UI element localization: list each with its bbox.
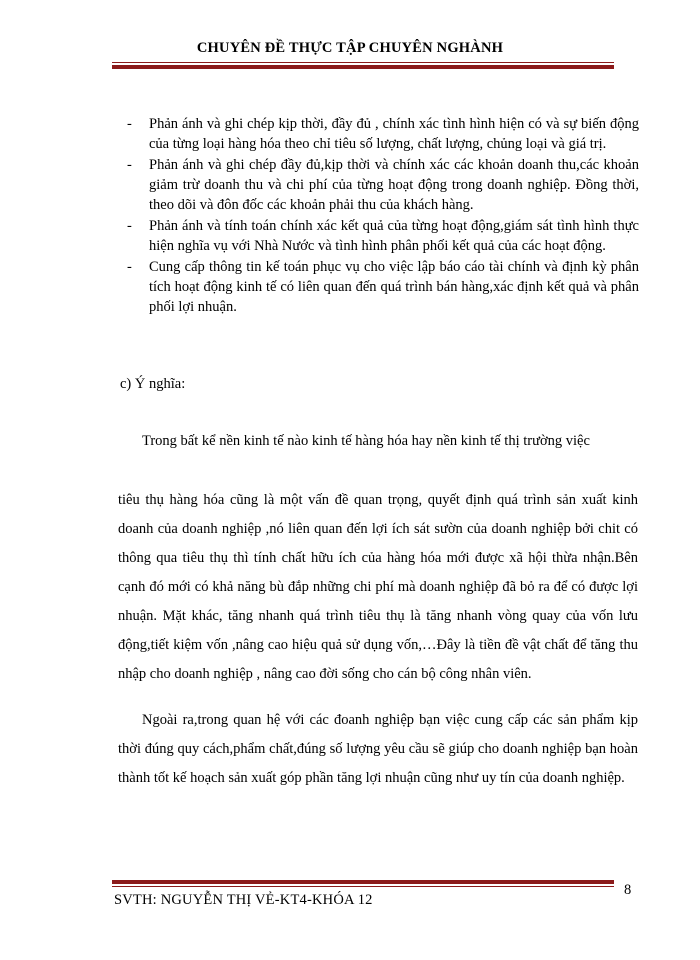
bullet-text: Phản ánh và tính toán chính xác kết quả của từng hoạt động,giám sát tình hình thực hiện nghĩa vụ với Nhà Nước và tình hình phân phối kết quả của các hoạt động. xyxy=(149,218,639,254)
bullet-text: Phản ánh và ghi chép đầy đủ,kịp thời và chính xác các khoản doanh thu,các khoản giảm trừ doanh thu và chi phí của từng hoạt động trong doanh nghiệp. Đồng thời, theo dõi và đôn đốc các khoản phải thu của khách hàng. xyxy=(149,157,639,213)
bullet-item xyxy=(127,155,639,215)
header-rule-thick xyxy=(112,65,614,69)
section-heading: c) Ý nghĩa: xyxy=(120,376,186,392)
bullet-dash: - xyxy=(127,218,132,234)
body-paragraph-1: Trong bất kể nền kinh tế nào kinh tế hàng hóa hay nền kinh tế thị trường việc xyxy=(142,433,590,449)
bullet-item xyxy=(127,114,639,154)
body-paragraph-2: tiêu thụ hàng hóa cũng là một vấn đề quan trọng, quyết định quá trình sản xuất kinh doanh của doanh nghiệp ,nó liên quan đến lợi ích sát sườn của doanh nghiệp bởi chit có thông qua tiêu thụ thì tính chất hữu ích của hàng hóa mới được xã hội thừa nhận.Bên cạnh đó mới có khả năng bù đắp những chi phí mà doanh nghiệp đã bỏ ra để có được lợi nhuận. Mặt khác, tăng nhanh quá trình tiêu thụ là tăng nhanh vòng quay của vốn lưu động,tiết kiệm vốn ,nâng cao hiệu quả sử dụng vốn,…Đây là tiền đề vật chất để tăng thu nhập cho doanh nghiệp , nâng cao đời sống cho cán bộ công nhân viên. xyxy=(118,492,638,682)
bullet-text: Phản ánh và ghi chép kịp thời, đầy đủ , chính xác tình hình hiện có và sự biến động của từng loại hàng hóa theo chỉ tiêu số lượng, chất lượng, chủng loại và giá trị. xyxy=(149,116,639,152)
bullet-item xyxy=(127,216,639,256)
responsibility-bullet-list xyxy=(127,114,639,318)
bullet-text: Cung cấp thông tin kế toán phục vụ cho việc lập báo cáo tài chính và định kỳ phân tích hoạt động kinh tế có liên quan đến quá trình bán hàng,xác định kết quả và phân phối lợi nhuận. xyxy=(149,259,639,315)
bullet-item xyxy=(127,257,639,317)
footer-rule-thick xyxy=(112,880,614,884)
footer-author: SVTH: NGUYỄN THỊ VẺ-KT4-KHÓA 12 xyxy=(114,892,373,908)
body-paragraph-3: Ngoài ra,trong quan hệ với các đoanh nghiệp bạn việc cung cấp các sản phẩm kịp thời đúng quy cách,phẩm chất,đúng số lượng yêu cầu sẽ giúp cho doanh nghiệp bạn hoàn thành tốt kế hoạch sản xuất góp phần tăng lợi nhuận cũng như uy tín của doanh nghiệp. xyxy=(118,712,638,786)
bullet-dash: - xyxy=(127,259,132,275)
bullet-dash: - xyxy=(127,157,132,173)
bullet-dash: - xyxy=(127,116,132,132)
page-number: 8 xyxy=(624,882,632,898)
page-header-title: CHUYÊN ĐỀ THỰC TẬP CHUYÊN NGHÀNH xyxy=(196,40,504,56)
footer-rule-thin xyxy=(112,886,614,887)
header-rule-thin xyxy=(112,62,614,63)
